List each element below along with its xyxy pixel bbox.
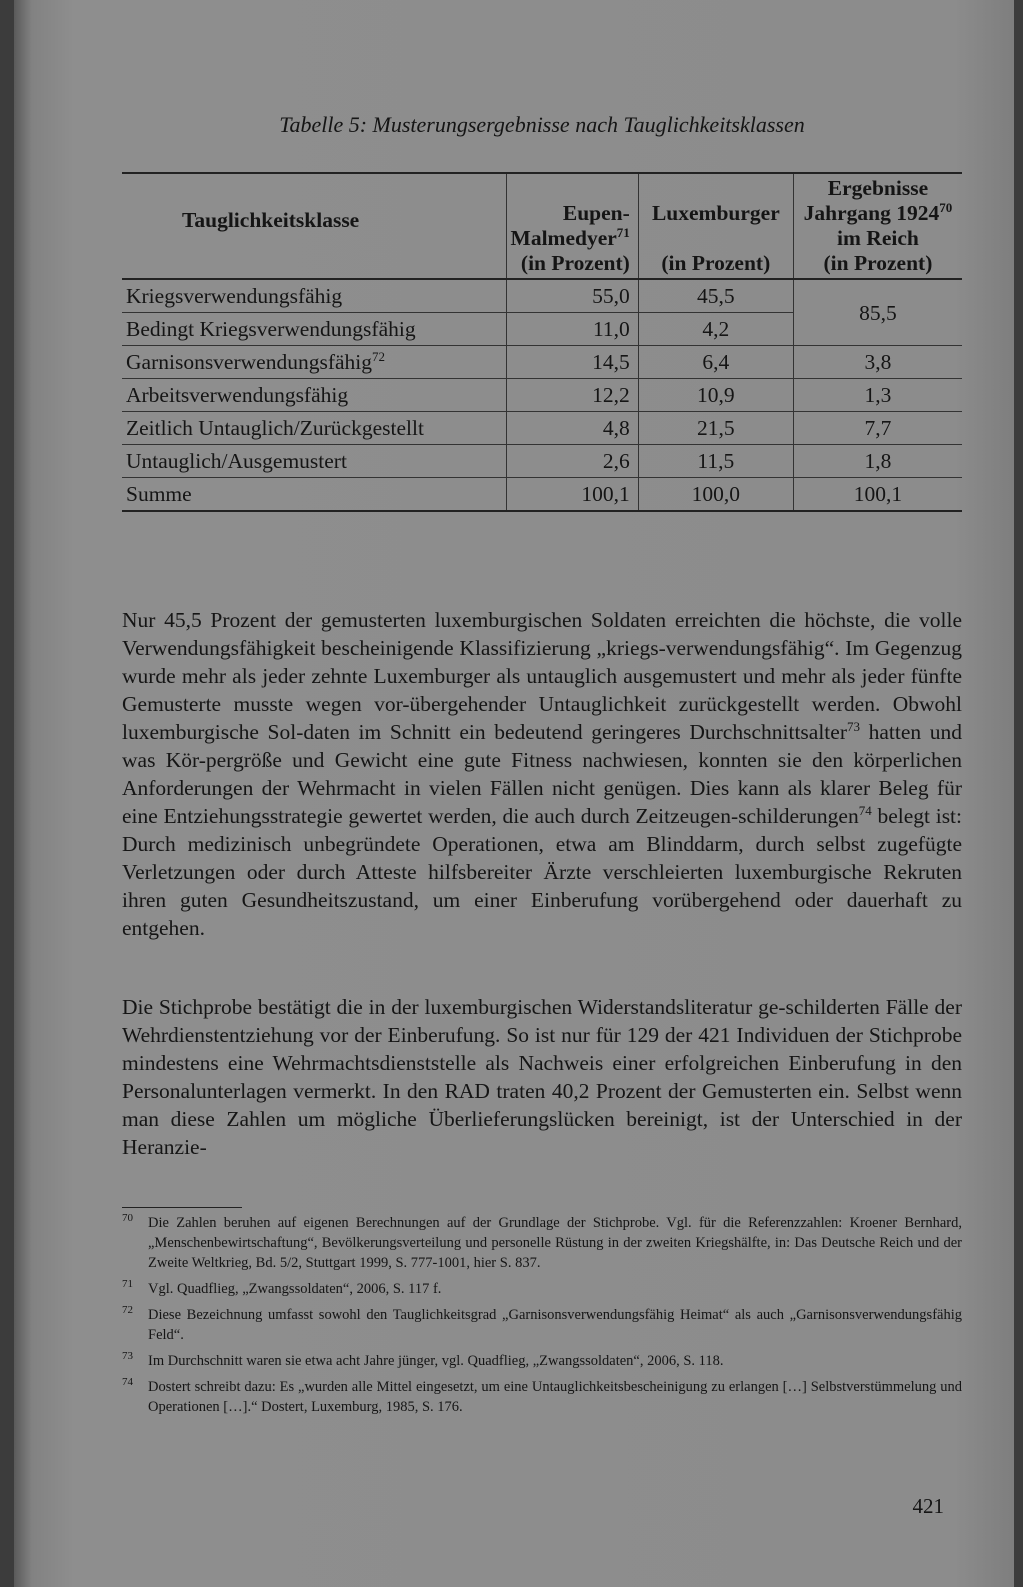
cell-lux: 4,2 bbox=[638, 313, 793, 346]
header-luxemburger: Luxemburger (in Prozent) bbox=[638, 173, 793, 279]
cell-klasse: Arbeitsverwendungsfähig bbox=[126, 383, 349, 407]
cell-reich: 3,8 bbox=[793, 346, 962, 379]
cell-eupen: 11,0 bbox=[506, 313, 638, 346]
cell-reich: 100,1 bbox=[793, 478, 962, 512]
cell-reich: 7,7 bbox=[793, 412, 962, 445]
cell-lux: 6,4 bbox=[638, 346, 793, 379]
cell-eupen: 2,6 bbox=[506, 445, 638, 478]
results-table bbox=[122, 172, 962, 512]
cell-lux: 11,5 bbox=[638, 445, 793, 478]
cell-lux: 10,9 bbox=[638, 379, 793, 412]
cell-lux: 21,5 bbox=[638, 412, 793, 445]
cell-klasse: Zeitlich Untauglich/Zurückgestellt bbox=[126, 416, 424, 440]
cell-klasse: Kriegsverwendungsfähig bbox=[126, 284, 343, 308]
footnote-ref-74: 74 bbox=[858, 802, 872, 818]
cell-reich: 1,8 bbox=[793, 445, 962, 478]
table-caption: Tabelle 5: Musterungsergebnisse nach Tauglichkeitsklassen bbox=[279, 112, 805, 137]
cell-klasse: Garnisonsverwendungsfähig$^{72}$ bbox=[126, 348, 386, 374]
cell-eupen: 12,2 bbox=[506, 379, 638, 412]
cell-reich-merged: 85,5 bbox=[793, 279, 962, 346]
footnote: 71 Vgl. Quadflieg, „Zwangssoldaten“, 2006, S. 117 f. bbox=[122, 1278, 442, 1297]
cell-lux: 45,5 bbox=[638, 279, 793, 313]
cell-klasse: Bedingt Kriegsverwendungsfähig bbox=[126, 317, 416, 341]
table-row bbox=[122, 346, 962, 379]
cell-eupen: 100,1 bbox=[506, 478, 638, 512]
table-row-summe bbox=[122, 478, 962, 512]
table-row bbox=[122, 379, 962, 412]
footnote-ref-73: 73 bbox=[846, 718, 860, 734]
header-ergebnisse-reich: Ergebnisse Jahrgang 1924$^{70}$ im Reich (in Prozent) bbox=[793, 173, 962, 279]
table-header-row bbox=[122, 173, 962, 279]
cell-lux: 100,0 bbox=[638, 478, 793, 512]
cell-klasse: Untauglich/Ausgemustert bbox=[126, 449, 347, 473]
cell-eupen: 55,0 bbox=[506, 279, 638, 313]
cell-klasse: Summe bbox=[126, 482, 192, 506]
book-page bbox=[14, 0, 1014, 1587]
header-eupen-malmedyer: Eupen- Malmedyer$^{71}$ (in Prozent) bbox=[506, 173, 638, 279]
paragraph-2: Die Stichprobe bestätigt die in der luxemburgischen Widerstandsliteratur ge-schilderten Fälle der Wehrdienstentziehung vor der Einberufung. So ist nur für 129 der 421 Individuen der Stichprobe mindestens eine Wehrmachtsdienststelle als Nachweis einer erfolgreichen Einberufung in den Personalunterlagen vermerkt. In den RAD traten 40,2 Prozent der Gemusterten ein. Selbst wenn man diese Zahlen um mögliche Überlieferungslücken bereinigt, ist der Unterschied in der Heranzie- bbox=[122, 995, 962, 1159]
page-number: 421 bbox=[912, 1494, 944, 1518]
table-row bbox=[122, 279, 962, 313]
footnote: 70 Die Zahlen beruhen auf eigenen Berechnungen auf der Grundlage der Stichprobe. Vgl. für die Referenzzahlen: Kroener Bernhard, „Menschenbewirtschaftung“, Bevölkerungsverteilung und personelle Rüstung in der zweiten Kriegshälfte, in: Das Deutsche Reich und der Zweite Weltkrieg, Bd. 5/2, Stuttgart 1999, S. 777-1001, hier S. 837. bbox=[122, 1212, 962, 1271]
cell-eupen: 4,8 bbox=[506, 412, 638, 445]
cell-eupen: 14,5 bbox=[506, 346, 638, 379]
footnote-rule bbox=[122, 1207, 242, 1208]
footnote: 72 Diese Bezeichnung umfasst sowohl den Tauglichkeitsgrad „Garnisonsverwendungsfähig Heimat“ als auch „Garnisonsverwendungsfähig Feld“. bbox=[122, 1304, 962, 1343]
footnotes bbox=[122, 1213, 962, 1423]
table-row bbox=[122, 445, 962, 478]
footnote: 73 Im Durchschnitt waren sie etwa acht Jahre jünger, vgl. Quadflieg, „Zwangssoldaten“, 2006, S. 118. bbox=[122, 1350, 724, 1369]
cell-reich: 1,3 bbox=[793, 379, 962, 412]
footnote: 74 Dostert schreibt dazu: Es „wurden alle Mittel eingesetzt, um eine Untauglichkeitsbescheinigung zu erlangen […] Selbstverstümmelung und Operationen […].“ Dostert, Luxemburg, 1985, S. 176. bbox=[122, 1376, 962, 1415]
table-row bbox=[122, 412, 962, 445]
paragraph-1: Nur 45,5 Prozent der gemusterten luxemburgischen Soldaten erreichten die höchste, die volle Verwendungsfähigkeit bescheinigende Klassifizierung „kriegs-verwendungsfähig“. Im Gegenzug wurde mehr als jeder zehnte Luxemburger als untauglich ausgemustert und mehr als jeder fünfte Gemusterte musste wegen vor-übergehender Untauglichkeit zurückgestellt werden. Obwohl luxemburgische Sol-daten im Schnitt ein bedeutend geringeres Durchschnittsalter$^{73}$ hatten und was Kör-pergröße und Gewicht eine gute Fitness nachwiesen, konnten sie den körperlichen Anforderungen der Wehrmacht in vielen Fällen nicht genügen. Dies kann als klarer Beleg für eine Entziehungsstrategie gewertet werden, die auch durch Zeitzeugen-schilderungen$^{74}$ belegt ist: Durch medizinisch unbegründete Operationen, etwa am Blinddarm, durch selbst zugefügte Verletzungen oder durch Atteste hilfsbereiter Ärzte verschleierten luxemburgische Rekruten ihren guten Gesundheitszustand, um einer Einberufung vorübergehend oder dauerhaft zu entgehen. bbox=[122, 608, 963, 940]
header-tauglichkeitsklasse: Tauglichkeitsklasse bbox=[122, 173, 506, 279]
